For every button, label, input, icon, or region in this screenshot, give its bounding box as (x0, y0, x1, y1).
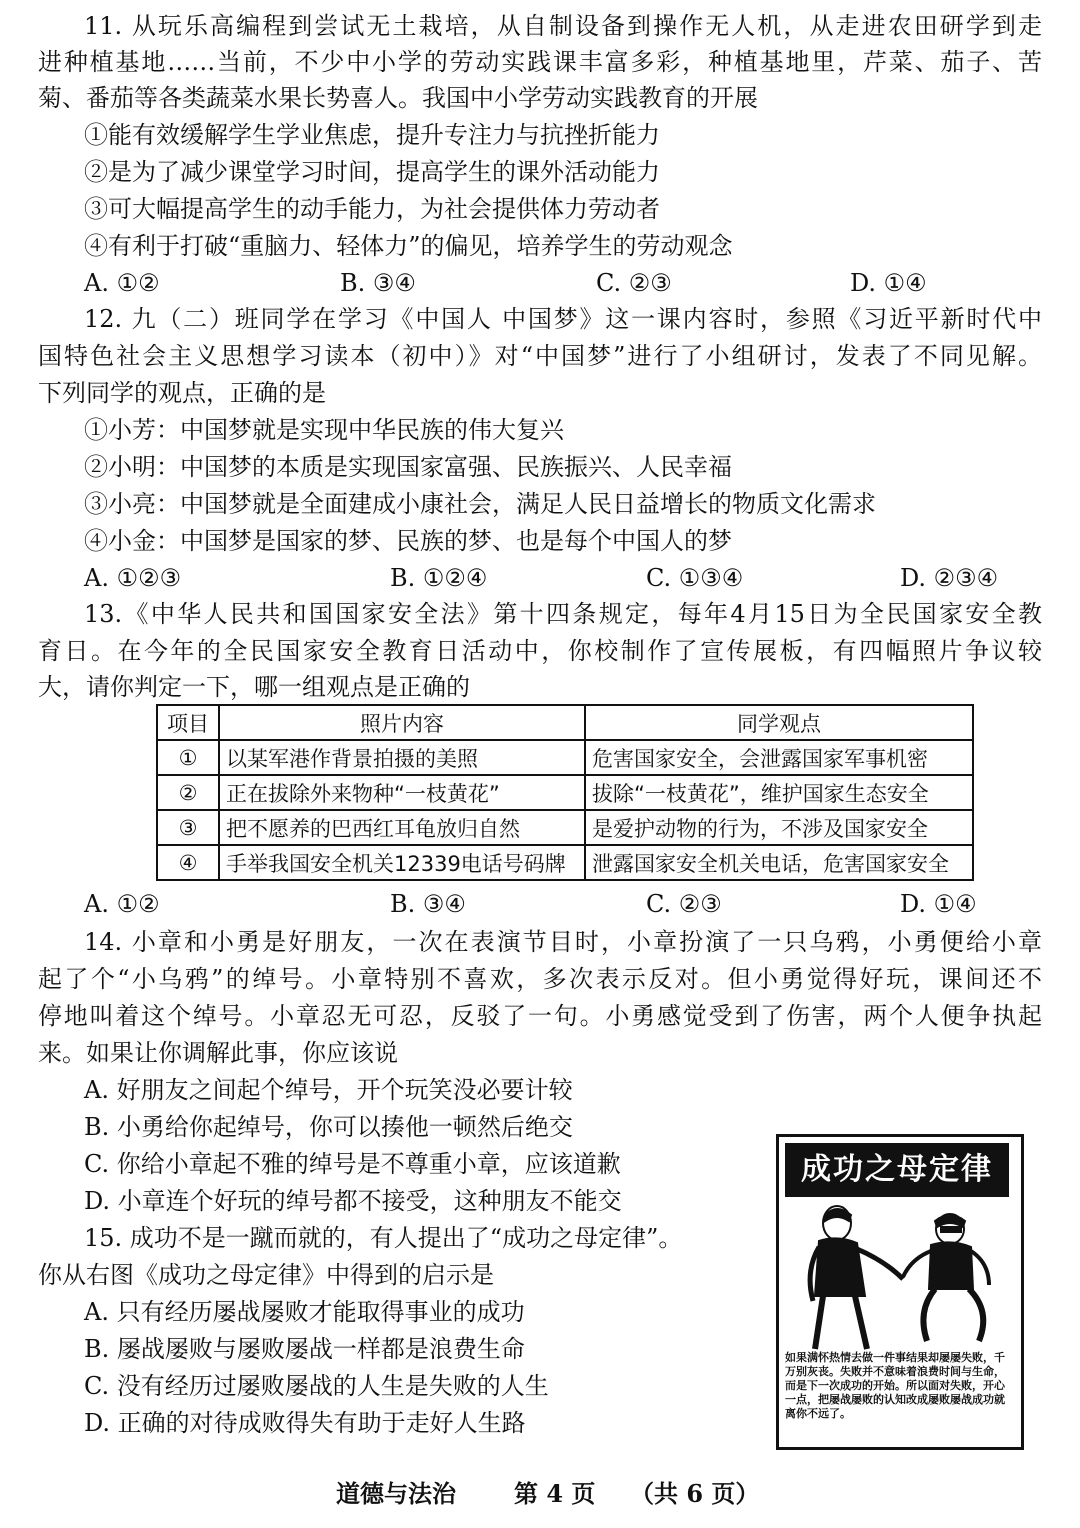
q13-options (84, 886, 1044, 922)
q13-option-d[interactable]: D. ①④ (900, 890, 977, 918)
q14-stem-line-1: 14. 小章和小勇是好朋友，一次在表演节目时，小章扮演了一只乌鸦，小勇便给小章 (84, 928, 1042, 956)
q11-item-4: ④有利于打破“重脑力、轻体力”的偏见，培养学生的劳动观念 (84, 232, 733, 260)
cartoon-caption: 如果满怀热情去做一件事结果却屡屡失败，千万别灰丧。失败并不意味着浪费时间与生命，而是下一次成功的开始。所以面对失败，开心一点，把屡战屡败的认知改成屡败屡战成功就离你不远了。 (785, 1351, 1005, 1420)
table-cell: ② (157, 775, 219, 810)
cartoon-illustration (785, 1201, 1015, 1351)
q11-stem-line-1: 11. 从玩乐高编程到尝试无土栽培，从自制设备到操作无人机，从走进农田研学到走 (84, 12, 1042, 40)
q13-stem-line-2: 育日。在今年的全民国家安全教育日活动中，你校制作了宣传展板，有四幅照片争议较 (38, 637, 1042, 665)
q11-options (84, 265, 1044, 301)
q12-option-c[interactable]: C. ①③④ (646, 564, 744, 592)
q12-item-1: ①小芳：中国梦就是实现中华民族的伟大复兴 (84, 416, 564, 444)
q11-option-b[interactable]: B. ③④ (340, 269, 416, 297)
table-header-item: 项目 (157, 705, 219, 740)
q15-option-c[interactable]: C. 没有经历过屡败屡战的人生是失败的人生 (84, 1372, 549, 1400)
short-figure-icon (903, 1214, 989, 1341)
q11-stem-line-3: 菊、番茄等各类蔬菜水果长势喜人。我国中小学劳动实践教育的开展 (38, 84, 758, 112)
q12-item-4: ④小金：中国梦是国家的梦、民族的梦、也是每个中国人的梦 (84, 527, 732, 555)
q11-option-c[interactable]: C. ②③ (596, 269, 672, 297)
table-cell: ③ (157, 810, 219, 845)
q15-option-d[interactable]: D. 正确的对待成败得失有助于走好人生路 (84, 1409, 526, 1437)
footer-total-pages: （共 6 页） (630, 1479, 760, 1508)
q15-option-b[interactable]: B. 屡战屡败与屡败屡战一样都是浪费生命 (84, 1335, 525, 1363)
table-header-photo: 照片内容 (219, 705, 585, 740)
q11-item-2: ②是为了减少课堂学习时间，提高学生的课外活动能力 (84, 158, 660, 186)
table-cell: 危害国家安全，会泄露国家军事机密 (585, 740, 973, 775)
table-row (157, 740, 973, 775)
table-cell: ④ (157, 845, 219, 880)
q14-option-b[interactable]: B. 小勇给你起绰号，你可以揍他一顿然后绝交 (84, 1113, 573, 1141)
q12-option-b[interactable]: B. ①②④ (390, 564, 488, 592)
table-cell: ① (157, 740, 219, 775)
q11-item-1: ①能有效缓解学生学业焦虑，提升专注力与抗挫折能力 (84, 121, 660, 149)
q15-option-a[interactable]: A. 只有经历屡战屡败才能取得事业的成功 (84, 1298, 525, 1326)
tall-figure-icon (810, 1206, 903, 1349)
q13-stem-line-1: 13.《中华人民共和国国家安全法》第十四条规定，每年4月15日为全民国家安全教 (84, 600, 1042, 628)
table-cell: 拔除“一枝黄花”，维护国家生态安全 (585, 775, 973, 810)
q13-option-b[interactable]: B. ③④ (390, 890, 466, 918)
q12-item-2: ②小明：中国梦的本质是实现国家富强、民族振兴、人民幸福 (84, 453, 732, 481)
table-cell: 是爱护动物的行为，不涉及国家安全 (585, 810, 973, 845)
footer-subject: 道德与法治 (336, 1479, 456, 1508)
q14-option-a[interactable]: A. 好朋友之间起个绰号，开个玩笑没必要计较 (84, 1076, 573, 1104)
q14-stem-line-3: 停地叫着这个绰号。小章忍无可忍，反驳了一句。小勇感觉受到了伤害，两个人便争执起 (38, 1002, 1042, 1030)
table-row (157, 810, 973, 845)
q15-stem-line-1: 15. 成功不是一蹴而就的，有人提出了“成功之母定律”。 (84, 1224, 683, 1252)
q14-option-c[interactable]: C. 你给小章起不雅的绰号是不尊重小章，应该道歉 (84, 1150, 621, 1178)
q14-stem-line-4: 来。如果让你调解此事，你应该说 (38, 1039, 398, 1067)
q11-option-d[interactable]: D. ①④ (850, 269, 927, 297)
q14-stem-line-2: 起了个“小乌鸦”的绰号。小章特别不喜欢，多次表示反对。但小勇觉得好玩，课间还不 (38, 965, 1042, 993)
q12-item-3: ③小亮：中国梦就是全面建成小康社会，满足人民日益增长的物质文化需求 (84, 490, 876, 518)
q11-stem-line-2: 进种植基地……当前，不少中小学的劳动实践课丰富多彩，种植基地里，芹菜、茄子、苦 (38, 48, 1042, 76)
footer-page-number: 第 4 页 (514, 1479, 596, 1508)
table-row (157, 845, 973, 880)
table-cell: 泄露国家安全机关电话，危害国家安全 (585, 845, 973, 880)
table-cell: 以某军港作背景拍摄的美照 (219, 740, 585, 775)
table-cell: 把不愿养的巴西红耳龟放归自然 (219, 810, 585, 845)
q12-stem-line-1: 12. 九（二）班同学在学习《中国人 中国梦》这一课内容时，参照《习近平新时代中 (84, 305, 1042, 333)
q12-option-d[interactable]: D. ②③④ (900, 564, 999, 592)
table-cell: 手举我国安全机关12339电话号码牌 (219, 845, 585, 880)
table-header-row (157, 705, 973, 740)
q14-option-d[interactable]: D. 小章连个好玩的绰号都不接受，这种朋友不能交 (84, 1187, 622, 1215)
table-cell: 正在拔除外来物种“一枝黄花” (219, 775, 585, 810)
q12-options (84, 560, 1044, 596)
cartoon-title: 成功之母定律 (785, 1143, 1009, 1197)
q11-item-3: ③可大幅提高学生的动手能力，为社会提供体力劳动者 (84, 195, 660, 223)
q12-option-a[interactable]: A. ①②③ (84, 564, 182, 592)
q13-stem-line-3: 大，请你判定一下，哪一组观点是正确的 (38, 673, 470, 701)
q15-stem-line-2: 你从右图《成功之母定律》中得到的启示是 (38, 1261, 494, 1289)
q13-option-a[interactable]: A. ①② (84, 890, 160, 918)
q12-stem-line-2: 国特色社会主义思想学习读本（初中）》对“中国梦”进行了小组研讨，发表了不同见解。 (38, 342, 1042, 370)
success-law-cartoon (776, 1134, 1024, 1450)
q13-option-c[interactable]: C. ②③ (646, 890, 722, 918)
table-row (157, 775, 973, 810)
table-header-opinion: 同学观点 (585, 705, 973, 740)
q11-option-a[interactable]: A. ①② (84, 269, 160, 297)
q13-photo-table (156, 704, 974, 881)
q12-stem-line-3: 下列同学的观点，正确的是 (38, 379, 326, 407)
